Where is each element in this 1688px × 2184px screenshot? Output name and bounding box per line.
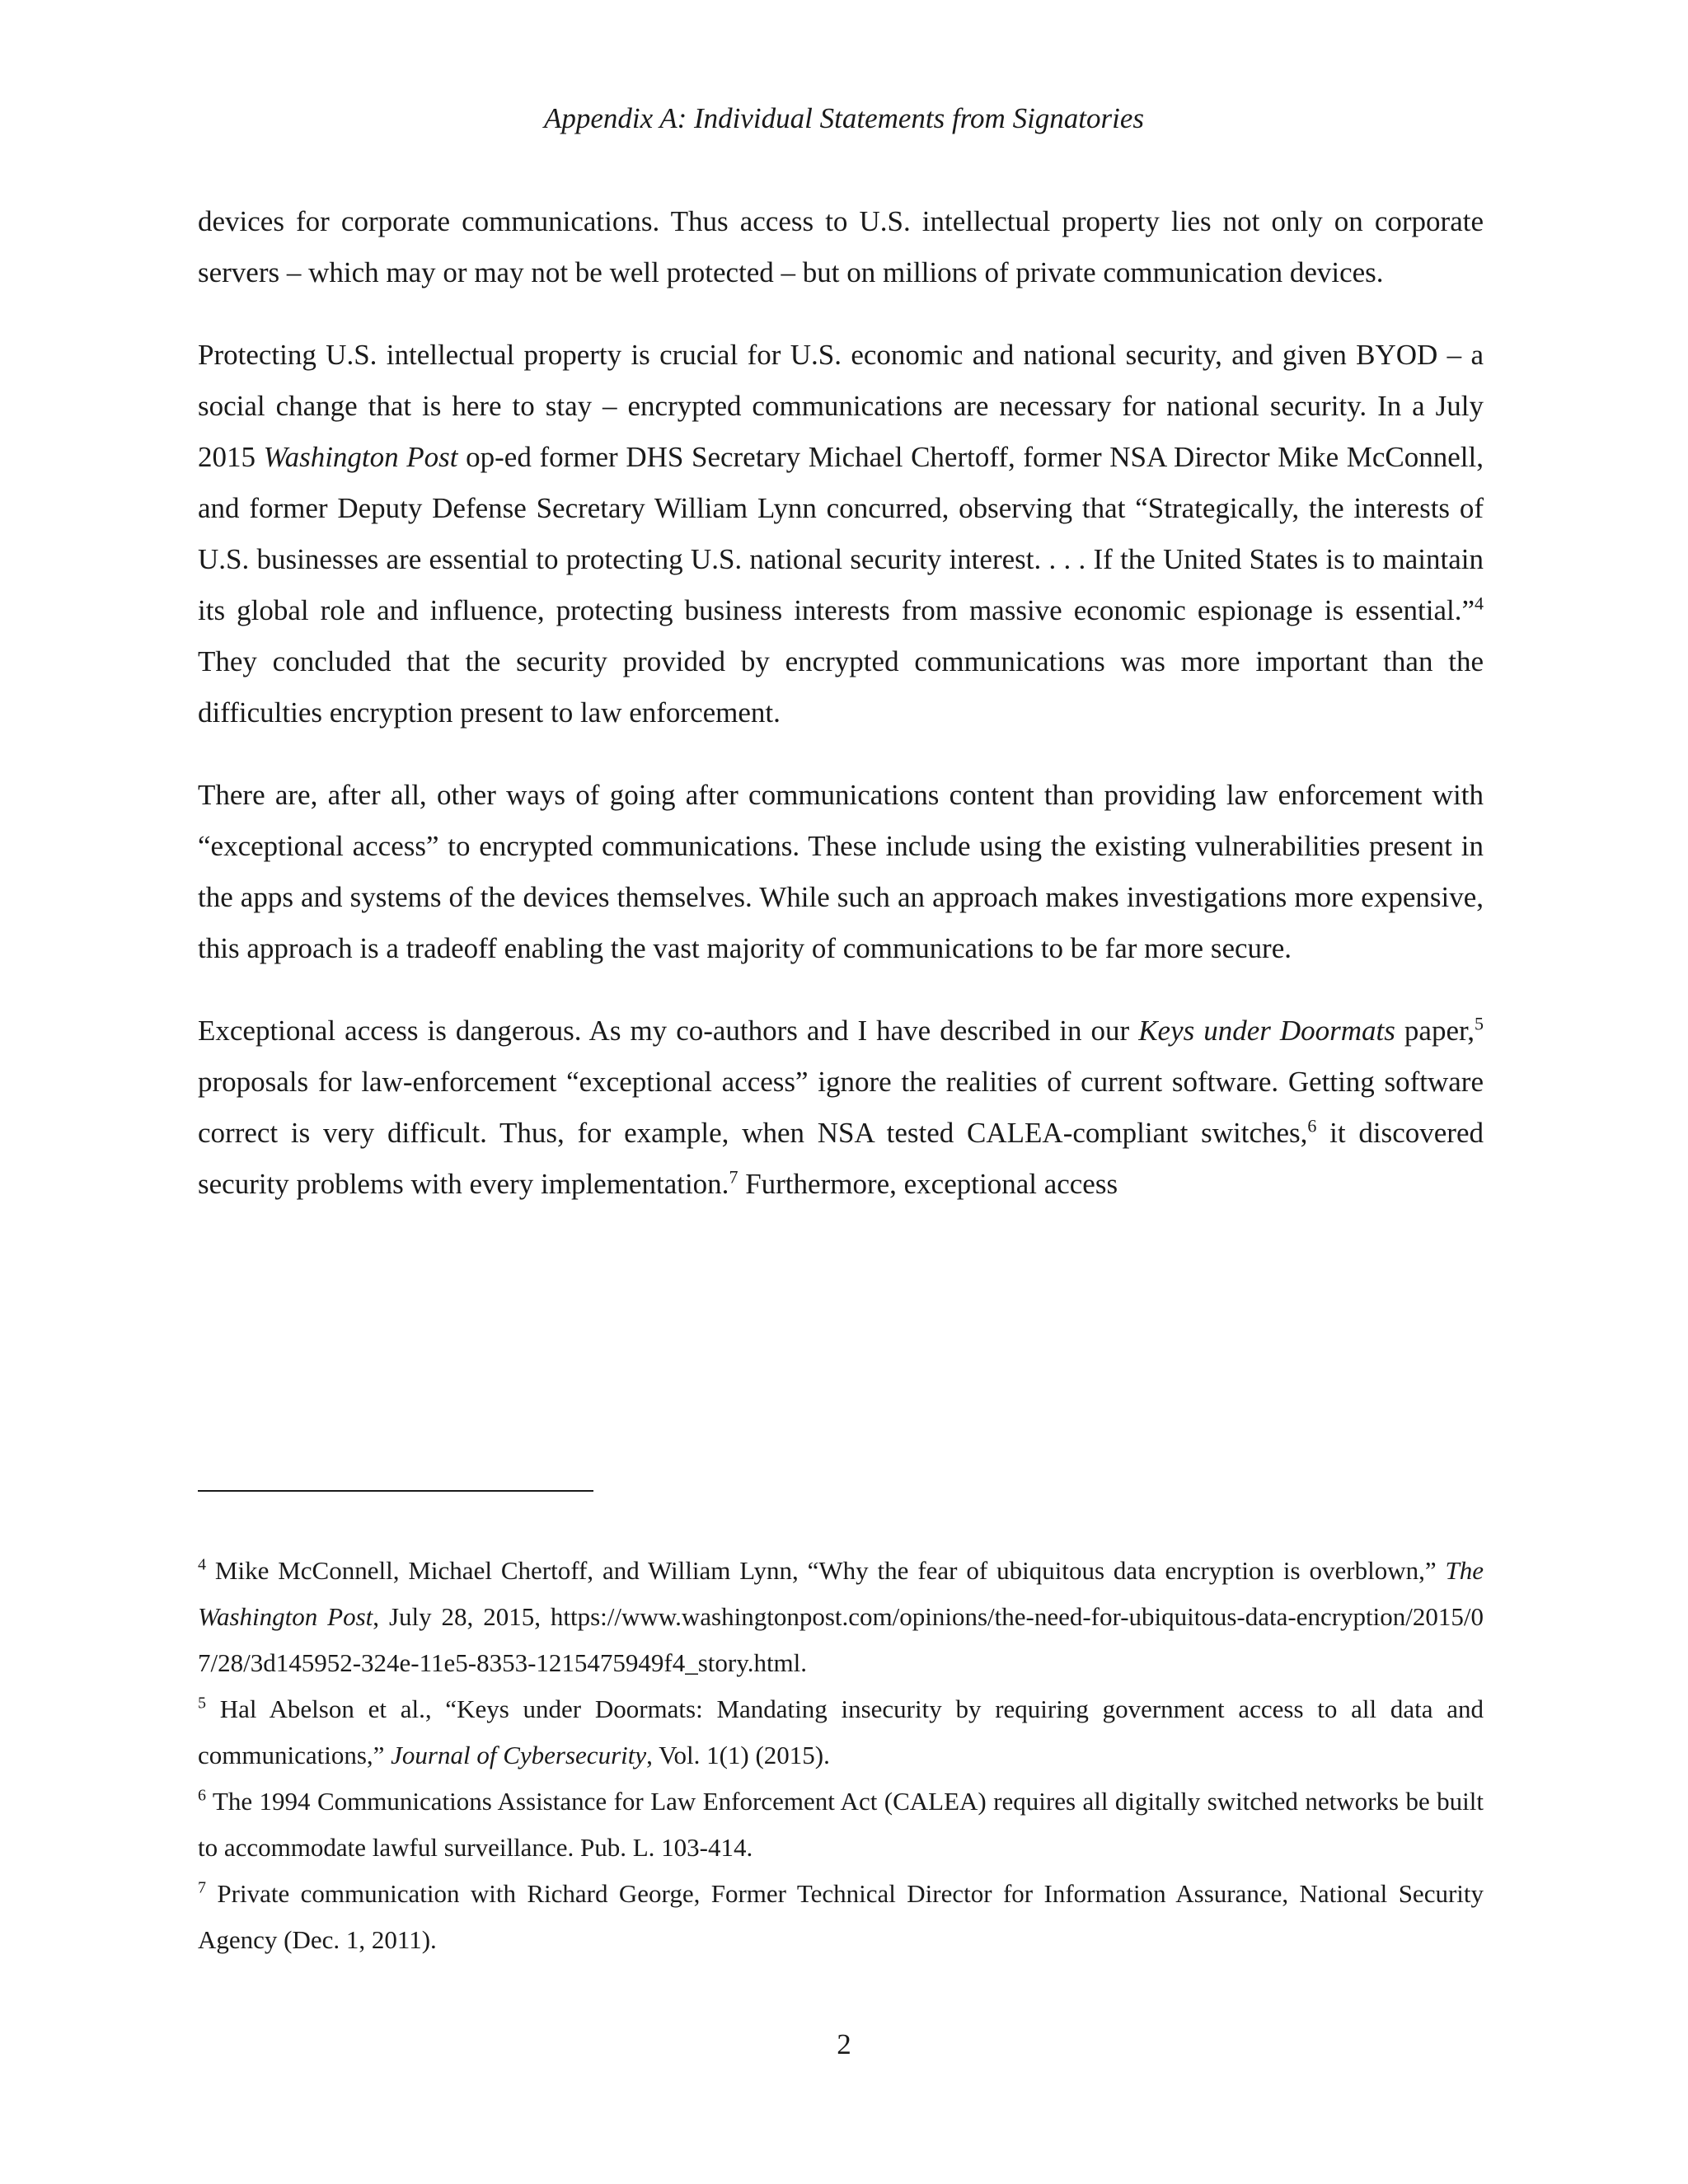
footnote-4 — [198, 1548, 1484, 1686]
footnote-5 — [198, 1686, 1484, 1779]
paragraph-2-text-a: Protecting U.S. intellectual property is crucial for U.S. economic and national security, and given BYOD – a social change that is here to stay – encrypted communications are necessary for national security. In a July 2015 — [198, 339, 1484, 473]
footnote-text-end: , Vol. 1(1) (2015). — [646, 1741, 830, 1769]
publication-name: Washington Post — [263, 441, 458, 473]
paragraph-3 — [198, 770, 1484, 974]
footnote-publication: The Washington Post — [198, 1556, 1484, 1631]
running-header: Appendix A: Individual Statements from Signatories — [543, 102, 1145, 134]
footnote-journal: Journal of Cybersecurity — [391, 1741, 647, 1769]
body-text — [198, 196, 1484, 1210]
footnote-text-url[interactable]: , July 28, 2015, https://www.washingtonpost.com/opinions/the-need-for-ubiquitous-data-encryption/2015/07/28/3d145952-324e-11e5-8353-1215475949f4_story.html. — [198, 1602, 1484, 1677]
paragraph-4-text-a: Exceptional access is dangerous. As my co-authors and I have described in our — [198, 1015, 1139, 1047]
paragraph-1-text: devices for corporate communications. Thus access to U.S. intellectual property lies not only on corporate servers – which may or may not be well protected – but on millions of private communication devices. — [198, 205, 1484, 288]
paragraph-2 — [198, 330, 1484, 738]
footnote-6 — [198, 1779, 1484, 1871]
page-number: 2 — [837, 2028, 851, 2060]
footnotes — [198, 1548, 1484, 1963]
paragraph-4-text-e: Furthermore, exceptional access — [738, 1168, 1118, 1200]
footnote-text: Hal Abelson et al., “Keys under Doormats: Mandating insecurity by requiring government access to all data and communications,” — [198, 1694, 1484, 1769]
footnote-7 — [198, 1871, 1484, 1963]
paragraph-4-text-d: it discovered security problems with every implementation. — [198, 1117, 1484, 1200]
paragraph-1 — [198, 196, 1484, 298]
footnote-ref-5[interactable]: 5 — [1474, 1013, 1484, 1034]
paragraph-4-text-c: proposals for law-enforcement “exceptional access” ignore the realities of current software. Getting software correct is very difficult. Thus, for example, when NSA tested CALEA-compliant switches, — [198, 1066, 1484, 1149]
paragraph-2-text-c: They concluded that the security provided by encrypted communications was more important than the difficulties encryption present to law enforcement. — [198, 645, 1484, 729]
footnote-number: 7 — [198, 1878, 206, 1897]
footnote-separator — [198, 1490, 593, 1492]
footnote-text: Mike McConnell, Michael Chertoff, and William Lynn, “Why the fear of ubiquitous data encryption is overblown,” — [206, 1556, 1446, 1585]
footnote-number: 4 — [198, 1555, 206, 1574]
paper-title: Keys under Doormats — [1138, 1015, 1395, 1047]
footnote-number: 5 — [198, 1694, 206, 1713]
paragraph-2-text-b: op-ed former DHS Secretary Michael Chertoff, former NSA Director Mike McConnell, and former Deputy Defense Secretary William Lynn concurred, observing that “Strategically, the interests of U.S. businesses are essential to protecting U.S. national security interest. . . . If the United States is to maintain its global role and influence, protecting business interests from massive economic espionage is essential.” — [198, 441, 1484, 626]
footnote-text: Private communication with Richard George, Former Technical Director for Information Assurance, National Security Agency (Dec. 1, 2011). — [198, 1879, 1484, 1954]
paragraph-3-text: There are, after all, other ways of going after communications content than providing law enforcement with “exceptional access” to encrypted communications. These include using the existing vulnerabilities present in the apps and systems of the devices themselves. While such an approach makes investigations more expensive, this approach is a tradeoff enabling the vast majority of communications to be far more secure. — [198, 779, 1484, 964]
footnote-number: 6 — [198, 1786, 206, 1805]
paragraph-4 — [198, 1005, 1484, 1210]
footnote-ref-4[interactable]: 4 — [1475, 593, 1484, 614]
footnote-ref-7[interactable]: 7 — [729, 1166, 738, 1188]
footnote-ref-6[interactable]: 6 — [1307, 1115, 1317, 1137]
paragraph-4-text-b: paper, — [1395, 1015, 1475, 1047]
footnote-text: The 1994 Communications Assistance for Law Enforcement Act (CALEA) requires all digitally switched networks be built to accommodate lawful surveillance. Pub. L. 103-414. — [198, 1787, 1484, 1862]
